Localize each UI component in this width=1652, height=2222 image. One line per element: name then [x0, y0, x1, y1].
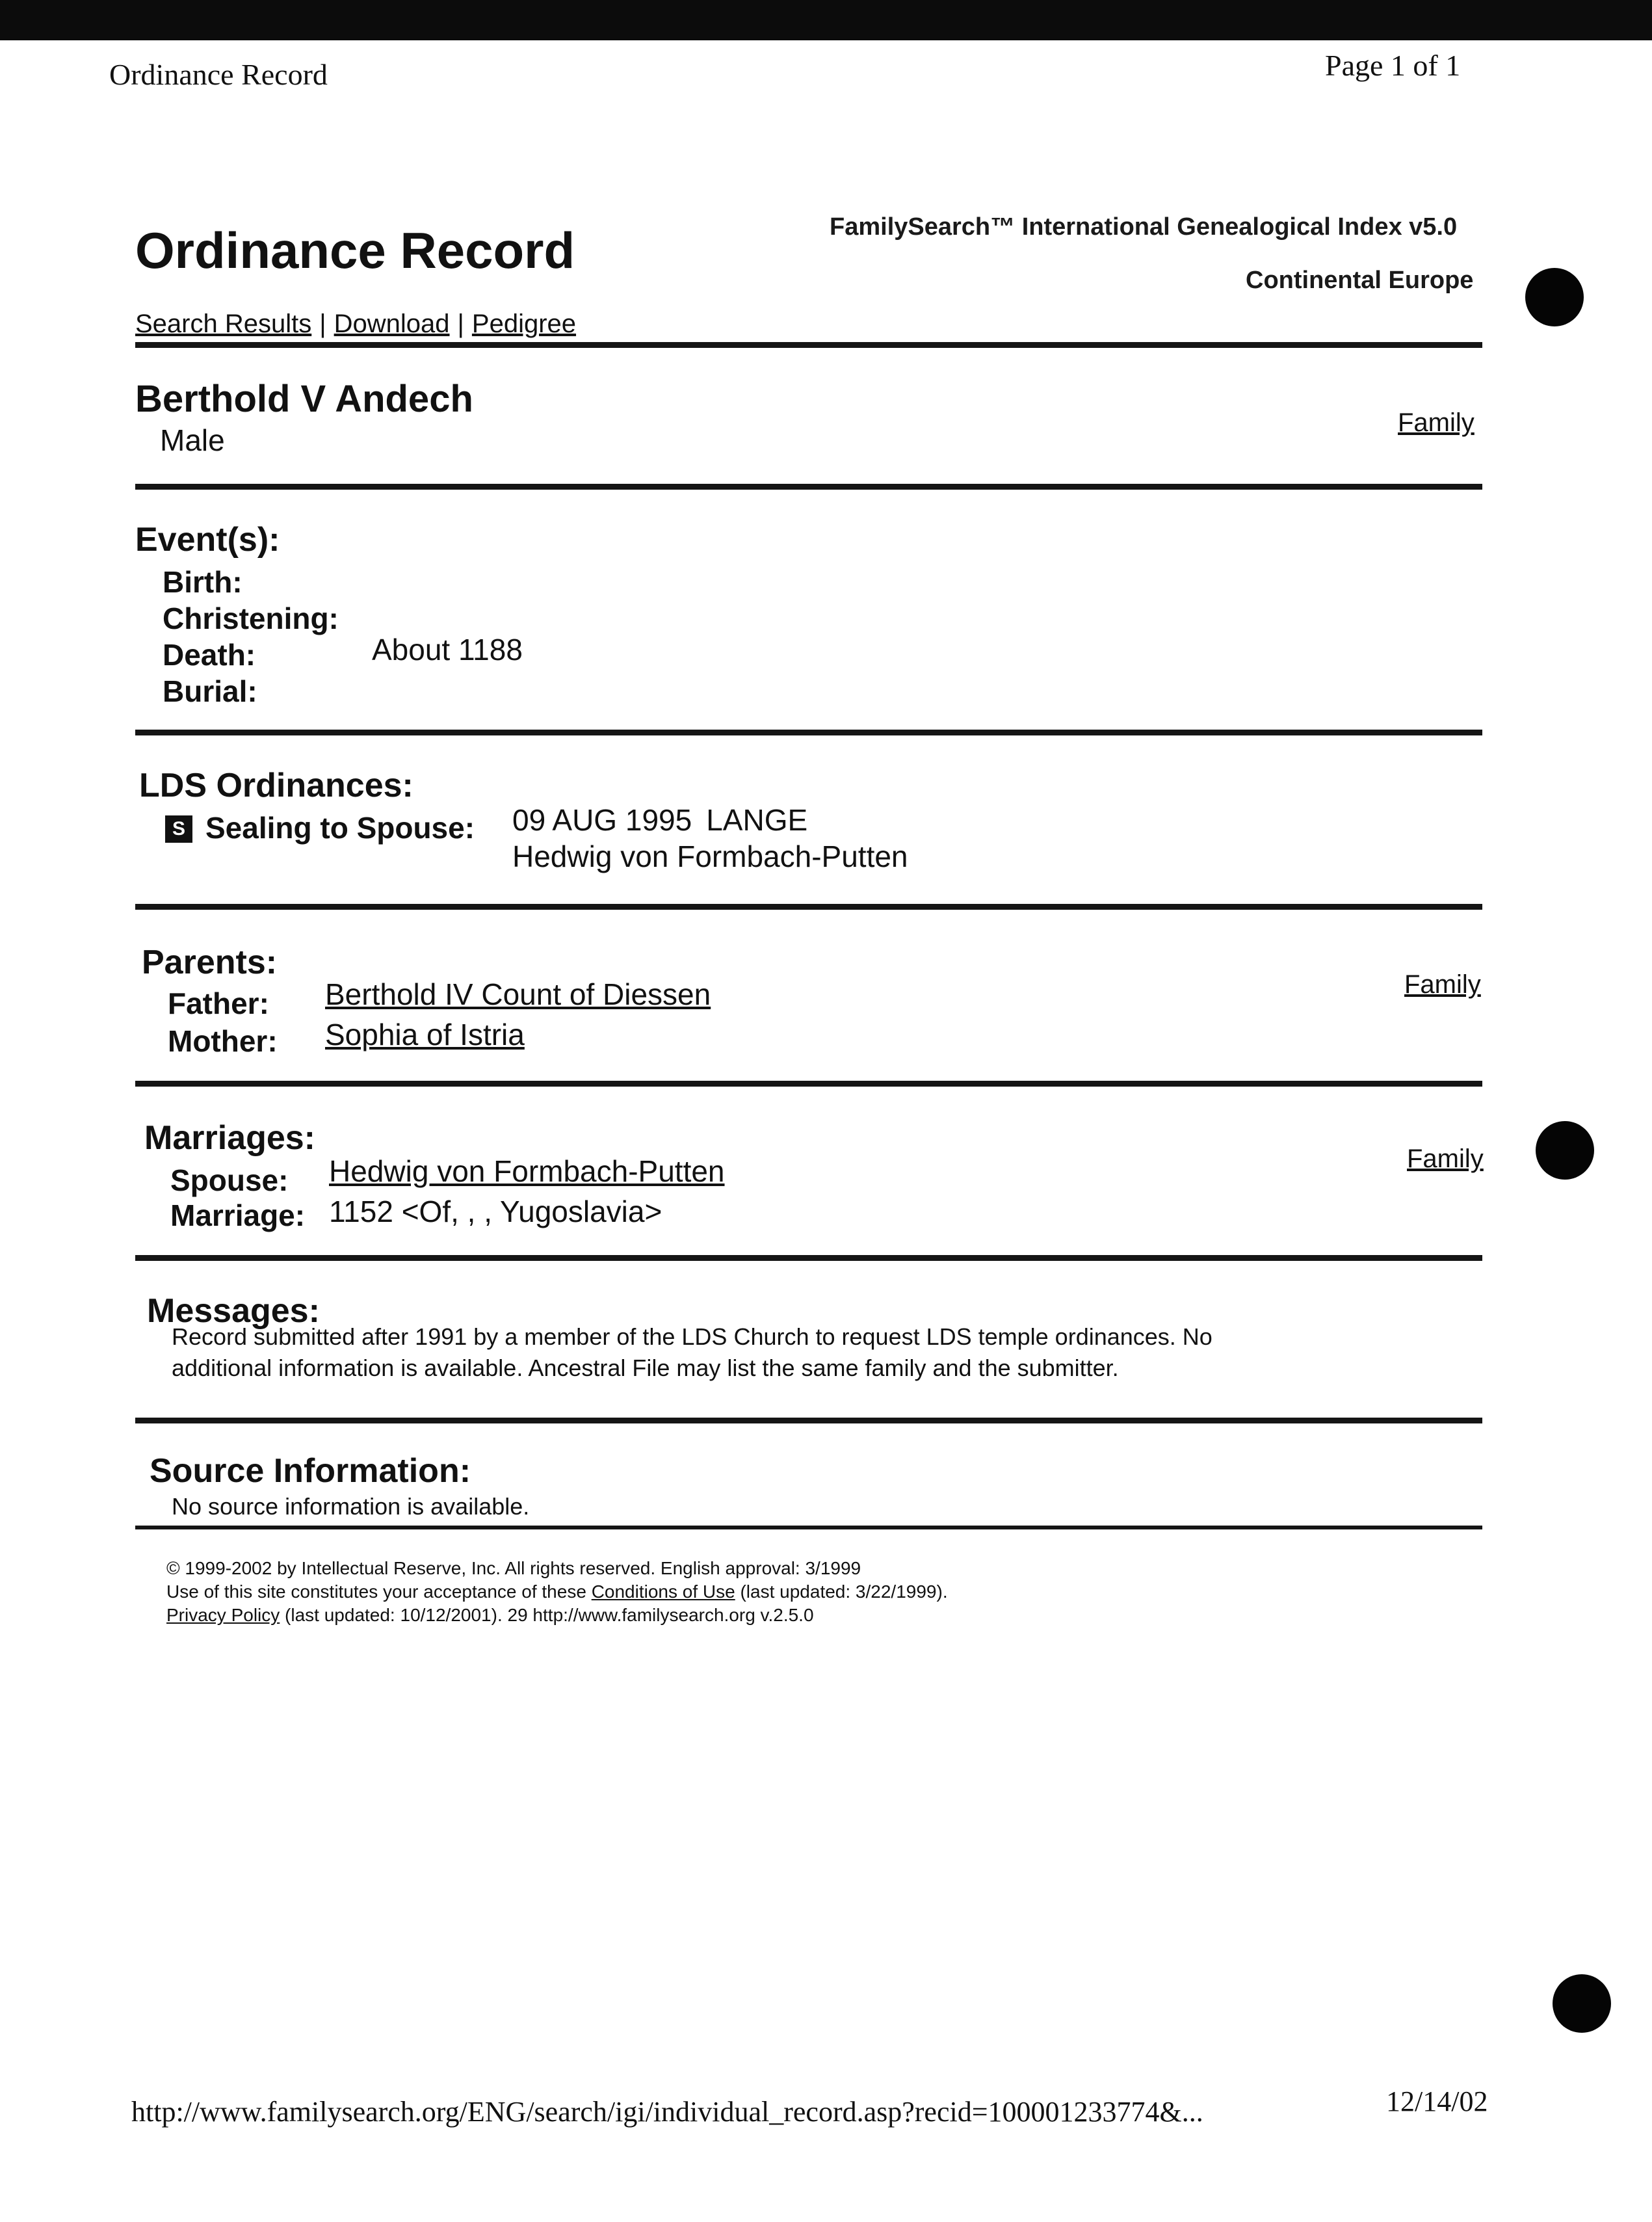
sealing-label: Sealing to Spouse: — [205, 811, 475, 845]
privacy-updated: (last updated: 10/12/2001). 29 http://www.familysearch.org v.2.5.0 — [280, 1605, 814, 1625]
events-heading: Event(s): — [135, 521, 280, 559]
mother-link[interactable]: Sophia of Istria — [325, 1018, 525, 1051]
source-heading: Source Information: — [150, 1452, 471, 1490]
print-footer-date: 12/14/02 — [1386, 2085, 1488, 2117]
nav-bar — [135, 310, 576, 339]
marriages-heading: Marriages: — [144, 1119, 315, 1157]
messages-line: additional information is available. Ancestral File may list the same family and the submitter. — [172, 1355, 1119, 1381]
copyright-line: © 1999-2002 by Intellectual Reserve, Inc. All rights reserved. English approval: 3/1999 — [166, 1558, 861, 1578]
spouse-label: Spouse: — [170, 1163, 289, 1197]
person-name: Berthold V Andech — [135, 378, 473, 420]
punch-hole-icon — [1525, 268, 1584, 326]
father-label: Father: — [168, 986, 269, 1020]
pedigree-link[interactable]: Pedigree — [471, 310, 577, 338]
divider — [135, 1526, 1482, 1529]
mother-label: Mother: — [168, 1024, 278, 1058]
burial-label: Burial: — [163, 674, 257, 708]
conditions-of-use-link[interactable]: Conditions of Use — [591, 1581, 735, 1602]
lds-heading: LDS Ordinances: — [139, 767, 413, 804]
terms-updated: (last updated: 3/22/1999). — [735, 1581, 948, 1602]
terms-text: Use of this site constitutes your acceptance of these — [166, 1581, 592, 1602]
sealing-spouse: Hedwig von Formbach-Putten — [512, 840, 908, 873]
print-footer-url: http://www.familysearch.org/ENG/search/igi/individual_record.asp?recid=100001233774&... — [131, 2096, 1203, 2128]
scan-top-edge — [0, 0, 1652, 40]
divider — [135, 904, 1482, 910]
person-gender: Male — [160, 423, 225, 457]
page-title: Ordinance Record — [135, 222, 575, 279]
person-family-link[interactable]: Family — [1398, 408, 1475, 437]
marriage-value: 1152 <Of, , , Yugoslavia> — [329, 1195, 662, 1228]
terms-line — [166, 1580, 948, 1604]
messages-line: Record submitted after 1991 by a member of the LDS Church to request LDS temple ordinances. No — [172, 1323, 1213, 1350]
divider — [135, 484, 1482, 490]
messages-text — [172, 1321, 1213, 1384]
sealing-detail — [512, 802, 807, 838]
parents-family-link[interactable]: Family — [1404, 970, 1481, 999]
search-results-link[interactable]: Search Results — [135, 310, 312, 338]
sealing-icon: S — [165, 815, 192, 843]
father-link[interactable]: Berthold IV Count of Diessen — [325, 977, 711, 1011]
privacy-line — [166, 1604, 948, 1627]
print-header-page: Page 1 of 1 — [1325, 49, 1461, 82]
download-link[interactable]: Download — [334, 310, 450, 338]
death-label: Death: — [163, 638, 256, 672]
nav-separator: | — [457, 310, 464, 338]
death-value: About 1188 — [372, 633, 523, 667]
print-header-title: Ordinance Record — [109, 58, 328, 91]
christening-label: Christening: — [163, 602, 339, 635]
marriages-family-link[interactable]: Family — [1407, 1144, 1484, 1173]
spouse-link[interactable]: Hedwig von Formbach-Putten — [329, 1154, 725, 1188]
sealing-temple: LANGE — [706, 803, 808, 837]
privacy-policy-link[interactable]: Privacy Policy — [166, 1605, 280, 1625]
messages-heading: Messages: — [147, 1292, 320, 1330]
divider — [135, 342, 1482, 348]
marriage-label: Marriage: — [170, 1198, 306, 1232]
divider — [135, 1255, 1482, 1261]
sealing-date: 09 AUG 1995 — [512, 803, 692, 837]
divider — [135, 1081, 1482, 1087]
birth-label: Birth: — [163, 565, 243, 599]
punch-hole-icon — [1553, 1974, 1611, 2033]
source-text: No source information is available. — [172, 1493, 530, 1520]
product-name: FamilySearch™ International Genealogical Index v5.0 — [830, 213, 1458, 241]
divider — [135, 1418, 1482, 1423]
region-label: Continental Europe — [1246, 267, 1474, 294]
nav-separator: | — [319, 310, 326, 338]
divider — [135, 730, 1482, 735]
parents-heading: Parents: — [142, 944, 278, 981]
punch-hole-icon — [1536, 1121, 1594, 1180]
copyright-footer — [166, 1557, 948, 1627]
